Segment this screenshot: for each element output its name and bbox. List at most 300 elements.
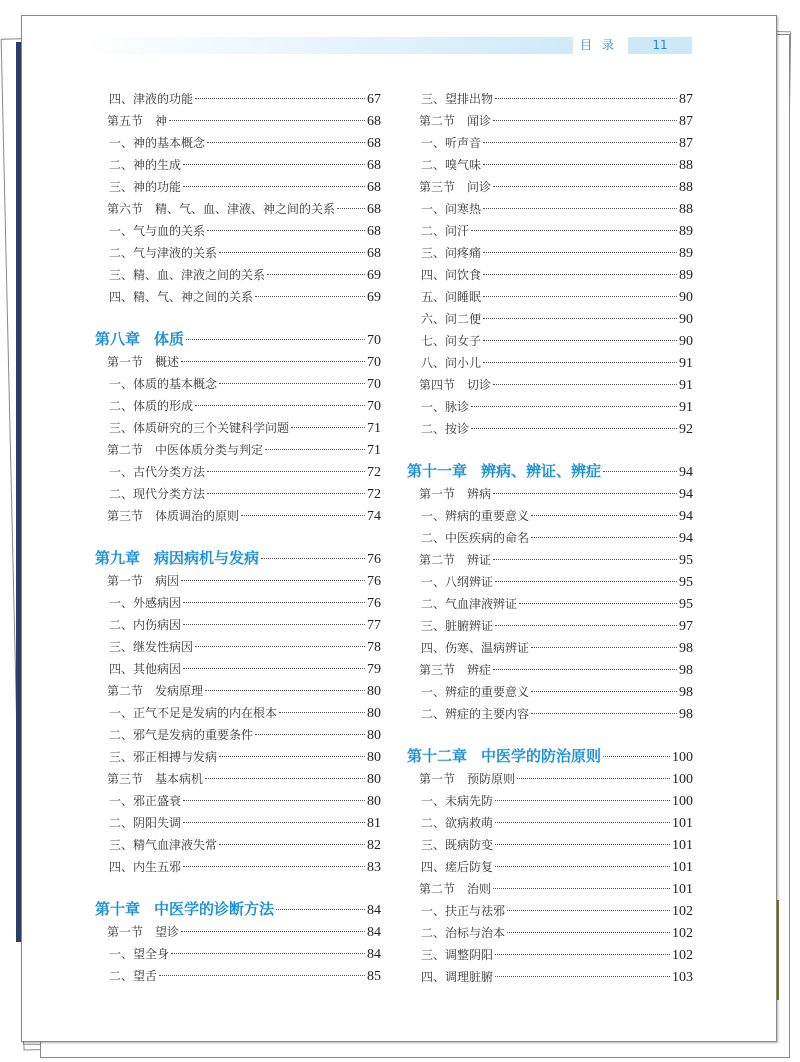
entry-title: 一、外感病因	[109, 596, 182, 610]
dot-leader	[483, 164, 677, 165]
dot-leader	[471, 428, 677, 429]
entry-page-number: 102	[672, 948, 693, 963]
dot-leader	[183, 800, 365, 801]
entry-title: 二、体质的形成	[109, 399, 194, 413]
entry-page-number: 78	[367, 640, 381, 655]
entry-title: 中医学的诊断方法	[154, 900, 275, 918]
toc-chapter-entry[interactable]	[95, 327, 381, 351]
dot-leader	[493, 384, 677, 385]
entry-label: 第一节	[107, 355, 144, 369]
entry-page-number: 88	[679, 180, 693, 195]
toc-section-entry[interactable]	[95, 768, 381, 790]
toc-chapter-entry[interactable]	[95, 897, 381, 921]
entry-label: 第六节	[107, 202, 144, 216]
toc-item-entry[interactable]	[407, 944, 693, 966]
toc-section-entry[interactable]	[95, 680, 381, 702]
entry-title: 二、气与津液的关系	[109, 246, 218, 260]
toc-item-entry[interactable]	[95, 417, 381, 439]
dot-leader	[241, 515, 365, 516]
entry-title: 二、神的生成	[109, 158, 182, 172]
toc-item-entry[interactable]	[407, 922, 693, 944]
entry-label: 第八章	[95, 330, 141, 348]
entry-page-number: 68	[367, 158, 381, 173]
toc-section-entry[interactable]	[407, 549, 693, 571]
toc-section-entry[interactable]	[407, 768, 693, 790]
dot-leader	[181, 931, 365, 932]
dot-leader	[483, 252, 677, 253]
entry-title: 一、气与血的关系	[109, 224, 206, 238]
toc-item-entry[interactable]	[407, 812, 693, 834]
entry-page-number: 77	[367, 618, 381, 633]
dot-leader	[493, 888, 670, 889]
entry-page-number: 101	[672, 816, 693, 831]
dot-leader	[195, 646, 365, 647]
toc-item-entry[interactable]	[95, 636, 381, 658]
entry-title: 七、问女子	[421, 334, 482, 348]
entry-page-number: 94	[679, 509, 693, 524]
entry-label: 第一节	[107, 925, 144, 939]
entry-page-number: 90	[679, 334, 693, 349]
entry-page-number: 95	[679, 553, 693, 568]
entry-page-number: 89	[679, 268, 693, 283]
page-number: 11	[628, 37, 692, 54]
dot-leader	[261, 558, 365, 559]
entry-page-number: 88	[679, 202, 693, 217]
toc-item-entry[interactable]	[95, 658, 381, 680]
dot-leader	[255, 296, 365, 297]
toc-item-entry[interactable]	[95, 264, 381, 286]
entry-title: 基本病机	[155, 772, 204, 786]
entry-page-number: 87	[679, 136, 693, 151]
entry-label: 第四节	[419, 378, 456, 392]
toc-chapter-entry[interactable]	[407, 744, 693, 768]
toc-item-entry[interactable]	[407, 264, 693, 286]
dot-leader	[183, 866, 365, 867]
dot-leader	[195, 98, 365, 99]
entry-page-number: 79	[367, 662, 381, 677]
dot-leader	[519, 603, 677, 604]
entry-title: 一、辨症的重要意义	[421, 685, 530, 699]
toc-item-entry[interactable]	[407, 242, 693, 264]
entry-page-number: 76	[367, 574, 381, 589]
entry-title: 一、辨病的重要意义	[421, 509, 530, 523]
toc-item-entry[interactable]	[407, 966, 693, 988]
entry-page-number: 67	[367, 92, 381, 107]
entry-title: 三、神的功能	[109, 180, 182, 194]
entry-label: 第一节	[107, 574, 144, 588]
toc-item-entry[interactable]	[95, 790, 381, 812]
entry-page-number: 80	[367, 750, 381, 765]
entry-page-number: 100	[672, 794, 693, 809]
entry-title: 中医学的防治原则	[481, 747, 602, 765]
toc-item-entry[interactable]	[407, 308, 693, 330]
dot-leader	[276, 909, 365, 910]
toc-item-entry[interactable]	[407, 790, 693, 812]
dot-leader	[291, 427, 365, 428]
entry-title: 五、问睡眠	[421, 290, 482, 304]
dot-leader	[181, 361, 365, 362]
entry-title: 三、调整阴阳	[421, 948, 494, 962]
toc-item-entry[interactable]	[95, 132, 381, 154]
toc-item-entry[interactable]	[407, 220, 693, 242]
entry-page-number: 91	[679, 356, 693, 371]
entry-page-number: 69	[367, 268, 381, 283]
toc-section-entry[interactable]	[407, 878, 693, 900]
entry-page-number: 95	[679, 597, 693, 612]
toc-item-entry[interactable]	[407, 352, 693, 374]
entry-page-number: 101	[672, 860, 693, 875]
dot-leader	[219, 844, 365, 845]
toc-item-entry[interactable]	[407, 396, 693, 418]
toc-item-entry[interactable]	[95, 614, 381, 636]
toc-item-entry[interactable]	[95, 834, 381, 856]
entry-title: 一、望全身	[109, 947, 170, 961]
entry-label: 第二节	[107, 443, 144, 457]
dot-leader	[603, 756, 670, 757]
toc-section-entry[interactable]	[407, 176, 693, 198]
dot-leader	[531, 713, 677, 714]
toc-item-entry[interactable]	[407, 637, 693, 659]
entry-title: 三、望排出物	[421, 92, 494, 106]
dot-leader	[205, 690, 365, 691]
dot-leader	[531, 515, 677, 516]
dot-leader	[205, 778, 365, 779]
entry-label: 第十章	[95, 900, 141, 918]
entry-page-number: 90	[679, 290, 693, 305]
dot-leader	[531, 537, 677, 538]
entry-title: 一、神的基本概念	[109, 136, 206, 150]
toc-item-entry[interactable]	[407, 900, 693, 922]
toc-section-entry[interactable]	[95, 439, 381, 461]
toc-section-entry[interactable]	[407, 483, 693, 505]
dot-leader	[531, 691, 677, 692]
entry-title: 发病原理	[155, 684, 204, 698]
toc-item-entry[interactable]	[95, 461, 381, 483]
entry-page-number: 100	[672, 772, 693, 787]
entry-title: 辨证	[467, 553, 492, 567]
entry-title: 二、气血津液辨证	[421, 597, 518, 611]
entry-title: 精、气、血、津液、神之间的关系	[155, 202, 336, 216]
entry-title: 二、欲病救萌	[421, 816, 494, 830]
entry-title: 四、其他病因	[109, 662, 182, 676]
dot-leader	[531, 647, 677, 648]
dot-leader	[471, 230, 677, 231]
toc-item-entry[interactable]	[95, 812, 381, 834]
dot-leader	[495, 625, 677, 626]
toc-section-entry[interactable]	[95, 110, 381, 132]
entry-title: 三、精、血、津液之间的关系	[109, 268, 266, 282]
toc-item-entry[interactable]	[95, 373, 381, 395]
toc-item-entry[interactable]	[407, 834, 693, 856]
toc-item-entry[interactable]	[407, 593, 693, 615]
entry-title: 二、阴阳失调	[109, 816, 182, 830]
toc-item-entry[interactable]	[407, 681, 693, 703]
entry-title: 二、辨症的主要内容	[421, 707, 530, 721]
entry-title: 三、体质研究的三个关键科学问题	[109, 421, 290, 435]
toc-section-entry[interactable]	[95, 921, 381, 943]
toc-item-entry[interactable]	[95, 88, 381, 110]
entry-page-number: 74	[367, 509, 381, 524]
entry-page-number: 91	[679, 400, 693, 415]
toc-item-entry[interactable]	[407, 286, 693, 308]
dot-leader	[483, 296, 677, 297]
entry-title: 二、望舌	[109, 969, 158, 983]
toc-section-entry[interactable]	[407, 659, 693, 681]
entry-page-number: 69	[367, 290, 381, 305]
dot-leader	[183, 668, 365, 669]
dot-leader	[255, 734, 365, 735]
entry-title: 一、脉诊	[421, 400, 470, 414]
entry-page-number: 101	[672, 882, 693, 897]
toc-item-entry[interactable]	[95, 242, 381, 264]
toc-item-entry[interactable]	[407, 154, 693, 176]
entry-title: 二、按诊	[421, 422, 470, 436]
toc-item-entry[interactable]	[95, 702, 381, 724]
entry-page-number: 87	[679, 92, 693, 107]
toc-item-entry[interactable]	[407, 330, 693, 352]
entry-page-number: 68	[367, 114, 381, 129]
dot-leader	[265, 449, 365, 450]
dot-leader	[495, 581, 677, 582]
toc-section-entry[interactable]	[95, 505, 381, 527]
toc-item-entry[interactable]	[95, 286, 381, 308]
entry-page-number: 70	[367, 333, 381, 348]
entry-page-number: 68	[367, 246, 381, 261]
toc-item-entry[interactable]	[407, 418, 693, 440]
entry-page-number: 84	[367, 947, 381, 962]
dot-leader	[219, 252, 365, 253]
entry-page-number: 80	[367, 706, 381, 721]
dot-leader	[507, 910, 670, 911]
entry-label: 第一节	[419, 772, 456, 786]
toc-item-entry[interactable]	[95, 592, 381, 614]
toc-item-entry[interactable]	[95, 856, 381, 878]
toc-item-entry[interactable]	[95, 154, 381, 176]
entry-page-number: 84	[367, 925, 381, 940]
entry-label: 第三节	[419, 663, 456, 677]
toc-item-entry[interactable]	[407, 703, 693, 725]
toc-item-entry[interactable]	[95, 965, 381, 987]
entry-page-number: 68	[367, 202, 381, 217]
entry-page-number: 80	[367, 684, 381, 699]
entry-title: 六、问二便	[421, 312, 482, 326]
entry-page-number: 71	[367, 443, 381, 458]
entry-page-number: 91	[679, 378, 693, 393]
dot-leader	[493, 493, 677, 494]
dot-leader	[483, 208, 677, 209]
toc-item-entry[interactable]	[407, 132, 693, 154]
entry-title: 病因	[155, 574, 180, 588]
entry-page-number: 82	[367, 838, 381, 853]
toc-item-entry[interactable]	[407, 198, 693, 220]
entry-page-number: 80	[367, 772, 381, 787]
entry-page-number: 100	[672, 750, 693, 765]
entry-title: 二、治标与治本	[421, 926, 506, 940]
entry-label: 第十二章	[407, 747, 468, 765]
toc-item-entry[interactable]	[407, 856, 693, 878]
entry-page-number: 95	[679, 575, 693, 590]
dot-leader	[219, 756, 365, 757]
dot-leader	[493, 559, 677, 560]
dot-leader	[207, 230, 365, 231]
entry-title: 一、扶正与祛邪	[421, 904, 506, 918]
dot-leader	[183, 822, 365, 823]
toc-item-entry[interactable]	[407, 571, 693, 593]
entry-page-number: 102	[672, 904, 693, 919]
entry-title: 中医体质分类与判定	[155, 443, 264, 457]
toc-section-entry[interactable]	[95, 198, 381, 220]
dot-leader	[483, 274, 677, 275]
entry-label: 第一节	[419, 487, 456, 501]
entry-page-number: 81	[367, 816, 381, 831]
toc-item-entry[interactable]	[407, 615, 693, 637]
entry-title: 四、津液的功能	[109, 92, 194, 106]
dot-leader	[171, 953, 365, 954]
entry-title: 预防原则	[467, 772, 516, 786]
entry-title: 二、邪气是发病的重要条件	[109, 728, 254, 742]
entry-page-number: 83	[367, 860, 381, 875]
entry-page-number: 94	[679, 465, 693, 480]
dot-leader	[169, 120, 365, 121]
entry-page-number: 72	[367, 465, 381, 480]
entry-label: 第三节	[107, 772, 144, 786]
dot-leader	[183, 186, 365, 187]
entry-page-number: 97	[679, 619, 693, 634]
entry-page-number: 76	[367, 552, 381, 567]
entry-title: 神	[155, 114, 168, 128]
dot-leader	[337, 208, 365, 209]
entry-title: 四、瘥后防复	[421, 860, 494, 874]
toc-item-entry[interactable]	[407, 88, 693, 110]
dot-leader	[495, 866, 670, 867]
entry-page-number: 88	[679, 158, 693, 173]
entry-page-number: 80	[367, 728, 381, 743]
entry-label: 第三节	[419, 180, 456, 194]
entry-title: 四、调理脏腑	[421, 970, 494, 984]
entry-title: 一、未病先防	[421, 794, 494, 808]
entry-page-number: 102	[672, 926, 693, 941]
entry-title: 二、内伤病因	[109, 618, 182, 632]
entry-title: 一、听声音	[421, 136, 482, 150]
entry-title: 问诊	[467, 180, 492, 194]
toc-chapter-entry[interactable]	[95, 546, 381, 570]
dot-leader	[207, 471, 365, 472]
entry-title: 一、体质的基本概念	[109, 377, 218, 391]
entry-title: 一、八纲辨证	[421, 575, 494, 589]
entry-title: 三、既病防变	[421, 838, 494, 852]
entry-page-number: 70	[367, 355, 381, 370]
entry-title: 四、问饮食	[421, 268, 482, 282]
header-title: 目录	[580, 38, 625, 52]
dot-leader	[267, 274, 365, 275]
dot-leader	[219, 383, 365, 384]
dot-leader	[181, 580, 365, 581]
toc-section-entry[interactable]	[407, 374, 693, 396]
entry-label: 第二节	[419, 553, 456, 567]
dot-leader	[195, 405, 365, 406]
entry-page-number: 94	[679, 531, 693, 546]
entry-page-number: 70	[367, 377, 381, 392]
entry-page-number: 98	[679, 663, 693, 678]
toc-section-entry[interactable]	[95, 570, 381, 592]
toc-item-entry[interactable]	[407, 505, 693, 527]
dot-leader	[493, 669, 677, 670]
dot-leader	[493, 120, 677, 121]
dot-leader	[603, 471, 677, 472]
entry-page-number: 103	[672, 970, 693, 985]
toc-left-column	[95, 88, 381, 987]
entry-title: 体质	[154, 330, 185, 348]
entry-page-number: 98	[679, 685, 693, 700]
entry-title: 病因病机与发病	[154, 549, 260, 567]
entry-page-number: 89	[679, 246, 693, 261]
entry-title: 治则	[467, 882, 492, 896]
entry-title: 闻诊	[467, 114, 492, 128]
entry-title: 三、脏腑辨证	[421, 619, 494, 633]
dot-leader	[495, 954, 670, 955]
toc-item-entry[interactable]	[95, 746, 381, 768]
entry-title: 概述	[155, 355, 180, 369]
entry-title: 二、问汗	[421, 224, 470, 238]
header-band	[82, 37, 573, 54]
entry-page-number: 84	[367, 903, 381, 918]
entry-page-number: 90	[679, 312, 693, 327]
entry-title: 切诊	[467, 378, 492, 392]
entry-title: 二、嗅气味	[421, 158, 482, 172]
toc-item-entry[interactable]	[95, 483, 381, 505]
toc-right-column	[407, 88, 693, 988]
entry-title: 四、精、气、神之间的关系	[109, 290, 254, 304]
entry-page-number: 68	[367, 224, 381, 239]
dot-leader	[495, 822, 670, 823]
dot-leader	[495, 98, 677, 99]
dot-leader	[483, 340, 677, 341]
entry-title: 三、邪正相搏与发病	[109, 750, 218, 764]
dot-leader	[507, 932, 670, 933]
dot-leader	[207, 493, 365, 494]
entry-page-number: 89	[679, 224, 693, 239]
entry-title: 体质调治的原则	[155, 509, 240, 523]
toc-item-entry[interactable]	[95, 220, 381, 242]
entry-title: 四、内生五邪	[109, 860, 182, 874]
entry-title: 四、伤寒、温病辨证	[421, 641, 530, 655]
entry-title: 八、问小儿	[421, 356, 482, 370]
entry-page-number: 71	[367, 421, 381, 436]
entry-label: 第二节	[419, 882, 456, 896]
dot-leader	[495, 976, 670, 977]
toc-section-entry[interactable]	[407, 110, 693, 132]
entry-title: 二、现代分类方法	[109, 487, 206, 501]
entry-page-number: 98	[679, 707, 693, 722]
toc-item-entry[interactable]	[95, 395, 381, 417]
entry-label: 第三节	[107, 509, 144, 523]
entry-page-number: 85	[367, 969, 381, 984]
toc-item-entry[interactable]	[95, 724, 381, 746]
dot-leader	[517, 778, 670, 779]
entry-page-number: 87	[679, 114, 693, 129]
toc-chapter-entry[interactable]	[407, 459, 693, 483]
dot-leader	[495, 800, 670, 801]
toc-item-entry[interactable]	[95, 943, 381, 965]
entry-page-number: 70	[367, 399, 381, 414]
entry-label: 第五节	[107, 114, 144, 128]
toc-section-entry[interactable]	[95, 351, 381, 373]
dot-leader	[183, 602, 365, 603]
toc-item-entry[interactable]	[407, 527, 693, 549]
entry-title: 辨病、辨证、辨症	[481, 462, 602, 480]
toc-item-entry[interactable]	[95, 176, 381, 198]
entry-title: 辨病	[467, 487, 492, 501]
